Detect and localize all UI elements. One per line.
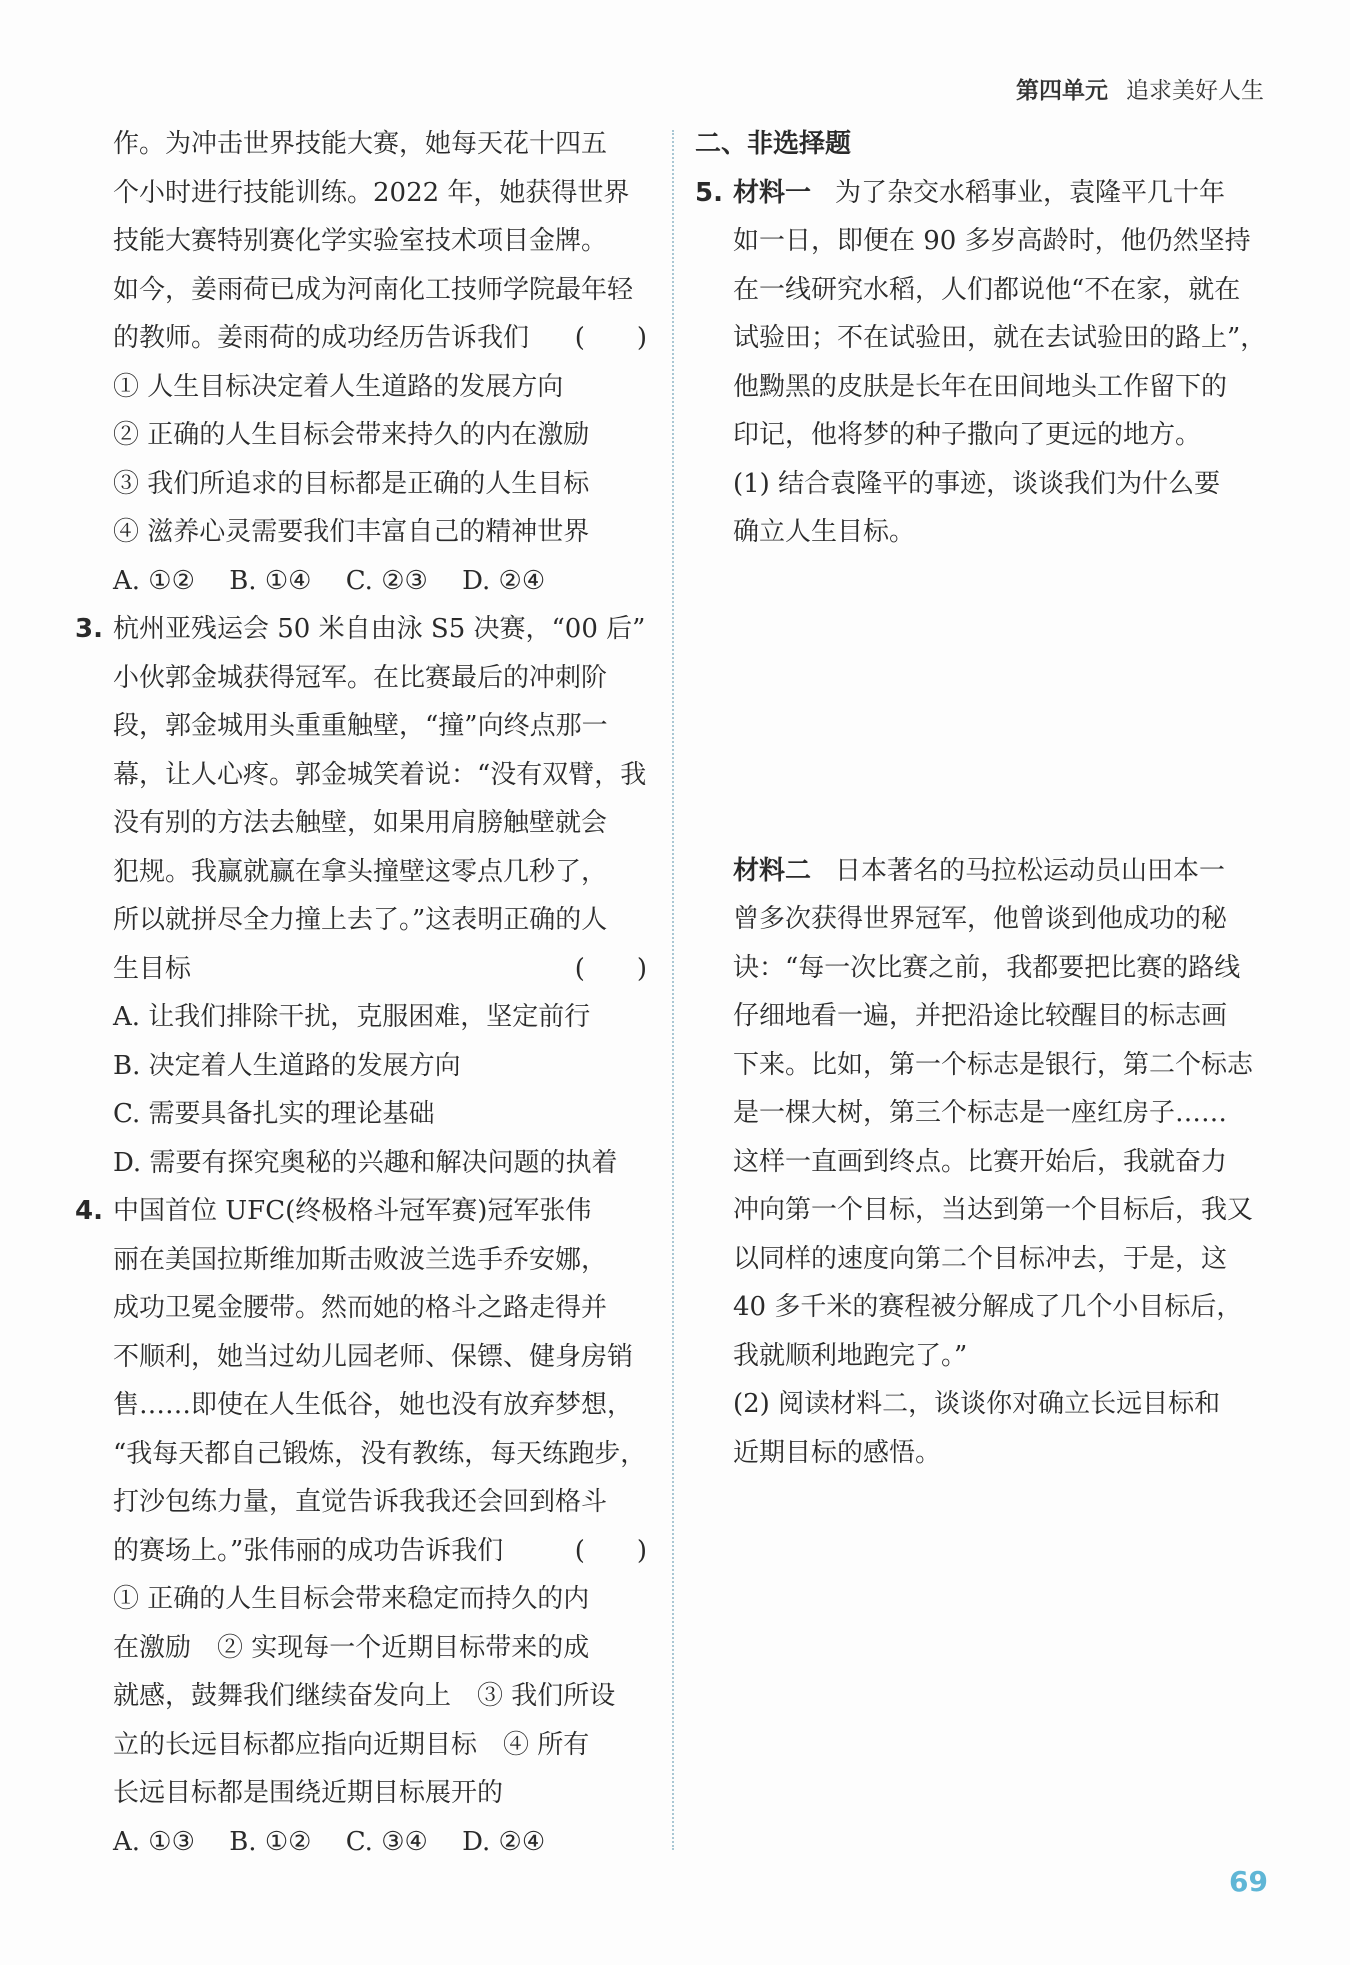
right-column	[695, 120, 1275, 1477]
option-line: A. 让我们排除干扰，克服困难，坚定前行	[113, 1002, 591, 1032]
text-line: 成功卫冕金腰带。然而她的格斗之路走得并	[113, 1293, 608, 1323]
question-2-continued	[75, 120, 655, 605]
option-line: 长远目标都是围绕近期目标展开的	[113, 1778, 504, 1808]
text-line: 是一棵大树，第三个标志是一座红房子……	[733, 1098, 1228, 1128]
text-span: 杭州亚残运会 50 米自由泳 S5 决赛，“00 后”	[113, 614, 646, 644]
option-line: D. 需要有探究奥秘的兴趣和解决问题的执着	[113, 1147, 618, 1178]
question-number: 4.	[75, 1196, 103, 1226]
answer-paren: ( )	[574, 1535, 647, 1566]
text-line: 小伙郭金城获得冠军。在比赛最后的冲刺阶	[113, 662, 608, 693]
choices-line: A. ①③ B. ①② C. ③④ D. ②④	[113, 1826, 546, 1857]
option-line: ② 正确的人生目标会带来持久的内在激励	[113, 420, 590, 450]
option-line: C. 需要具备扎实的理论基础	[113, 1099, 435, 1129]
text-line: 段，郭金城用头重重触壁，“撞”向终点那一	[113, 711, 608, 741]
option-line: ④ 滋养心灵需要我们丰富自己的精神世界	[113, 517, 590, 547]
text-line: 如今，姜雨荷已成为河南化工技师学院最年轻	[113, 274, 634, 305]
text-line: 我就顺利地跑完了。”	[733, 1340, 968, 1371]
sub-question: 确立人生目标。	[733, 517, 916, 547]
column-divider	[672, 130, 674, 1850]
text-line: 这样一直画到终点。比赛开始后，我就奋力	[733, 1146, 1228, 1177]
text-line: 丽在美国拉斯维加斯击败波兰选手乔安娜，	[113, 1244, 608, 1275]
choices-line: A. ①② B. ①④ C. ②③ D. ②④	[113, 565, 546, 596]
text-line: 个小时进行技能训练。2022 年，她获得世界	[113, 177, 630, 208]
question-number: 3.	[75, 614, 103, 644]
text-line: 印记，他将梦的种子撒向了更远的地方。	[733, 420, 1202, 450]
option-line: B. 决定着人生道路的发展方向	[113, 1050, 461, 1081]
text-line	[75, 1527, 655, 1576]
question-5	[695, 169, 1275, 1478]
left-column	[75, 120, 655, 1866]
material-first-line	[695, 847, 1275, 896]
text-span: 为了杂交水稻事业，袁隆平几十年	[835, 177, 1226, 208]
unit-title: 追求美好人生	[1126, 78, 1264, 104]
text-line: 打沙包练力量，直觉告诉我我还会回到格斗	[113, 1487, 608, 1517]
text-line: 他黝黑的皮肤是长年在田间地头工作留下的	[733, 371, 1228, 402]
unit-label: 第四单元	[1016, 78, 1108, 104]
sub-question: 近期目标的感悟。	[733, 1437, 942, 1468]
text-line: 曾多次获得世界冠军，他曾谈到他成功的秘	[733, 904, 1228, 934]
text-span: 中国首位 UFC(终极格斗冠军赛)冠军张伟	[113, 1196, 592, 1226]
sub-question: (1) 结合袁隆平的事迹，谈谈我们为什么要	[733, 468, 1221, 499]
sub-question: (2) 阅读材料二，谈谈你对确立长远目标和	[733, 1389, 1221, 1419]
option-line: ① 人生目标决定着人生道路的发展方向	[113, 371, 564, 402]
text-line: 如一日，即便在 90 多岁高龄时，他仍然坚持	[733, 226, 1251, 256]
option-line: 立的长远目标都应指向近期目标 ④ 所有	[113, 1729, 590, 1760]
material-label: 材料一	[733, 177, 812, 208]
text-line: 犯规。我赢就赢在拿头撞壁这零点几秒了，	[113, 856, 608, 887]
text-line: 冲向第一个目标，当达到第一个目标后，我又	[733, 1195, 1254, 1225]
answer-paren: ( )	[574, 323, 647, 353]
question-first-line	[75, 1187, 655, 1236]
text-line: 幕，让人心疼。郭金城笑着说：“没有双臂，我	[113, 759, 647, 790]
answer-paren: ( )	[574, 953, 647, 984]
text-line: 技能大赛特别赛化学实验室技术项目金牌。	[113, 226, 608, 256]
text-line	[75, 314, 655, 363]
page-number: 69	[1229, 1865, 1268, 1898]
section-title: 二、非选择题	[695, 129, 852, 159]
answer-space[interactable]	[695, 557, 1275, 847]
text-line: 在一线研究水稻，人们都说他“不在家，就在	[733, 274, 1241, 305]
text-span: 的教师。姜雨荷的成功经历告诉我们	[113, 323, 530, 353]
unit-header	[1016, 72, 1264, 105]
question-number: 5.	[695, 177, 723, 208]
text-line: 以同样的速度向第二个目标冲去，于是，这	[733, 1243, 1228, 1274]
text-line: “我每天都自己锻炼，没有教练，每天练跑步，	[113, 1438, 647, 1469]
text-line: 售……即使在人生低谷，她也没有放弃梦想，	[113, 1390, 634, 1420]
text-span: 日本著名的马拉松运动员山田本一	[835, 855, 1226, 886]
material-label: 材料二	[733, 855, 812, 886]
question-3	[75, 605, 655, 1187]
option-line: ③ 我们所追求的目标都是正确的人生目标	[113, 468, 590, 499]
question-4	[75, 1187, 655, 1866]
text-line: 所以就拼尽全力撞上去了。”这表明正确的人	[113, 905, 608, 935]
text-line: 试验田；不在试验田，就在去试验田的路上”，	[733, 323, 1267, 353]
text-line: 仔细地看一遍，并把沿途比较醒目的标志画	[733, 1001, 1228, 1031]
option-line: ① 正确的人生目标会带来稳定而持久的内	[113, 1584, 590, 1614]
text-line: 下来。比如，第一个标志是银行，第二个标志	[733, 1049, 1254, 1080]
text-line: 诀：“每一次比赛之前，我都要把比赛的路线	[733, 952, 1241, 983]
text-line: 40 多千米的赛程被分解成了几个小目标后，	[733, 1292, 1243, 1322]
option-line: 就感，鼓舞我们继续奋发向上 ③ 我们所设	[113, 1681, 616, 1711]
text-line: 作。为冲击世界技能大赛，她每天花十四五	[113, 129, 608, 159]
option-line: 在激励 ② 实现每一个近期目标带来的成	[113, 1632, 590, 1663]
text-span: 生目标	[113, 953, 192, 984]
text-line: 没有别的方法去触壁，如果用肩膀触壁就会	[113, 808, 608, 838]
text-line	[75, 945, 655, 994]
question-first-line	[695, 169, 1275, 218]
question-first-line	[75, 605, 655, 654]
text-line: 不顺利，她当过幼儿园老师、保镖、健身房销	[113, 1341, 634, 1372]
text-span: 的赛场上。”张伟丽的成功告诉我们	[113, 1535, 504, 1566]
